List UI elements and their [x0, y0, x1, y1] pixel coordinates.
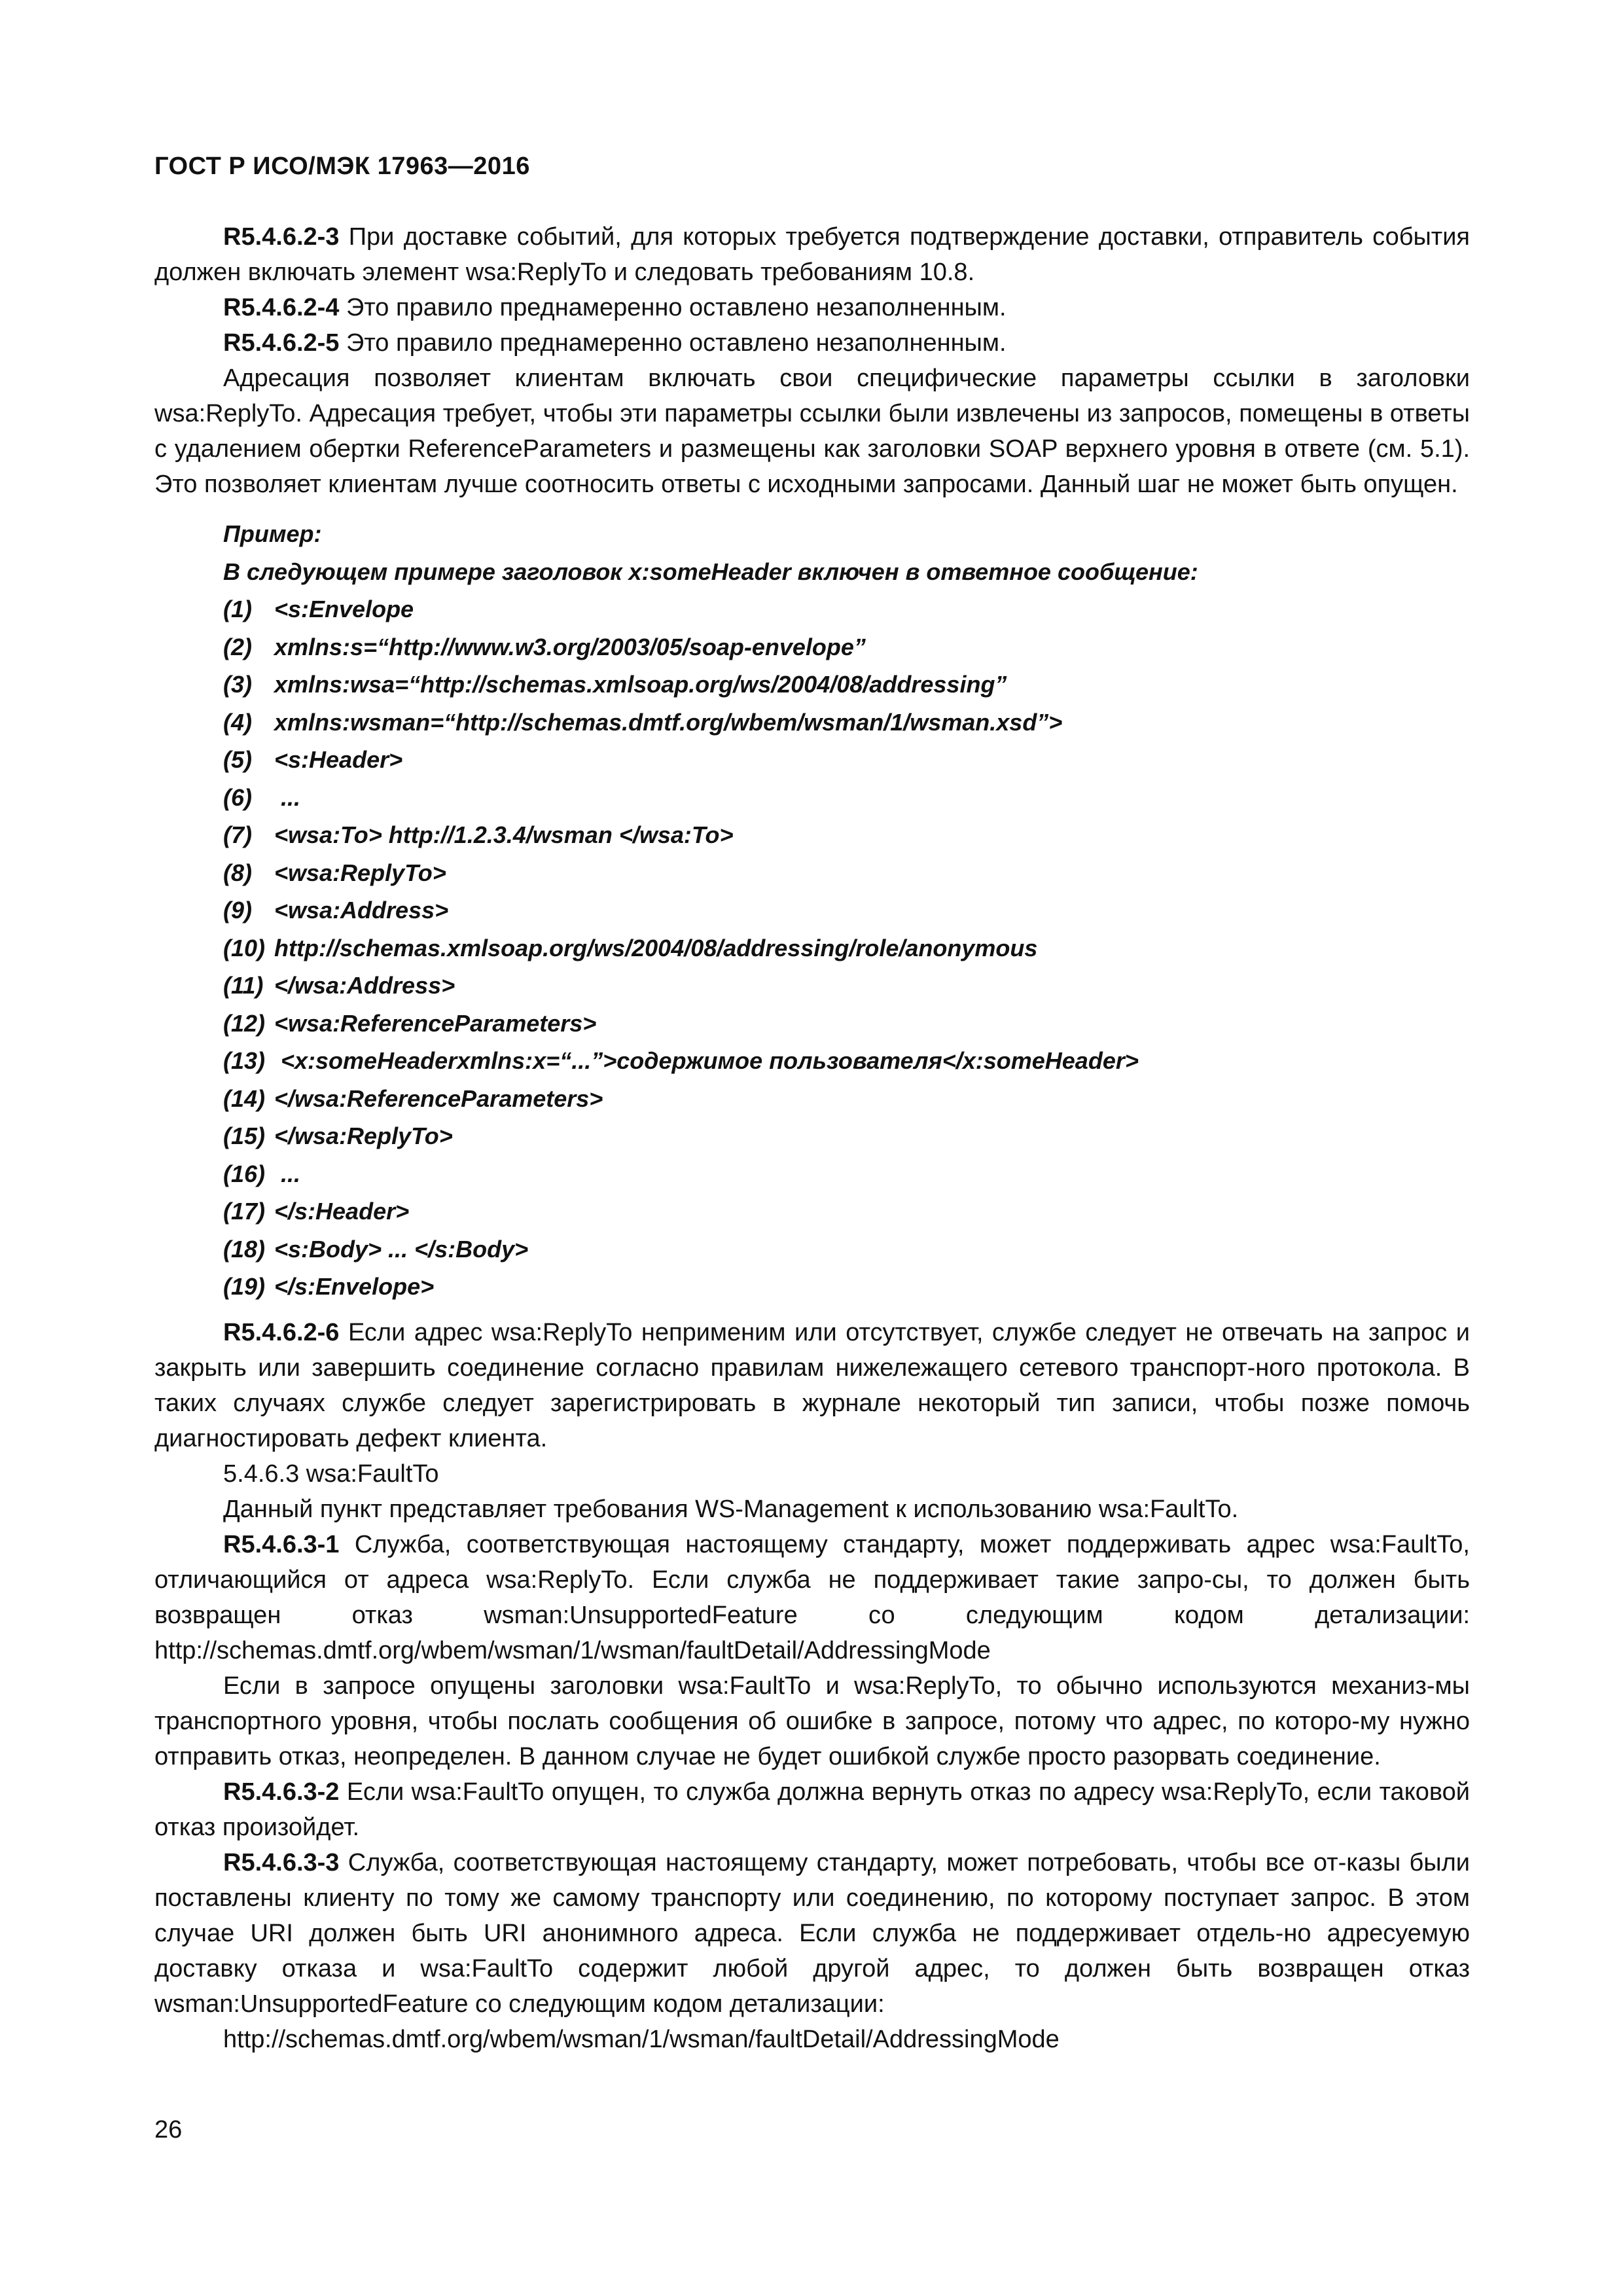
- code-line-number: (15): [223, 1122, 266, 1149]
- code-line-number: (14): [223, 1085, 266, 1112]
- paragraph-text: Это правило преднамеренно оставлено незаполненным.: [339, 294, 1007, 321]
- rule-label: R5.4.6.2-6: [223, 1318, 340, 1346]
- page-content: [154, 219, 1470, 2057]
- rule-label: R5.4.6.3-3: [223, 1848, 340, 1876]
- paragraph-fault-detail-uri: [154, 2022, 1470, 2057]
- code-line: [223, 666, 1470, 704]
- code-line-text: ...: [274, 1160, 301, 1187]
- code-line: [223, 1117, 1470, 1155]
- code-line-text: </s:Envelope>: [274, 1273, 435, 1300]
- paragraph-text: Если в запросе опущены заголовки wsa:FaultTo и wsa:ReplyTo, то обычно используются механиз-мы транспортного уровня, чтобы послать сообщения об ошибке в запросе, потому что адрес, по которо-му нужно отправить отказ, неопределен. В данном случае не будет ошибкой службе просто разорвать соединение.: [154, 1672, 1470, 1770]
- paragraph-text: При доставке событий, для которых требуется подтверждение доставки, отправитель события должен включать элемент wsa:ReplyTo и следовать требованиям 10.8.: [154, 223, 1470, 286]
- code-line-number: (18): [223, 1235, 266, 1263]
- code-line: [223, 1155, 1470, 1193]
- code-line-number: (19): [223, 1273, 266, 1300]
- code-line-number: (1): [223, 596, 252, 622]
- document-header: ГОСТ Р ИСО/МЭК 17963—2016: [154, 152, 530, 180]
- code-line-number: (2): [223, 633, 252, 660]
- code-line: [223, 967, 1470, 1005]
- code-line-number: (7): [223, 821, 252, 848]
- code-line-text: <x:someHeaderxmlns:x=“...”>содержимое пользователя</x:someHeader>: [274, 1047, 1139, 1074]
- code-line-number: (4): [223, 708, 252, 736]
- paragraph-text: Служба, соответствующая настоящему стандарту, может поддерживать адрес wsa:FaultTo, отличающийся от адреса wsa:ReplyTo. Если служба не поддерживает такие запро-сы, то должен быть возвращен отказ wsman:UnsupportedFeature со следующим кодом детализации: http://schemas.dmtf.org/wbem/wsman/1/wsman/faultDetail/AddressingMode: [154, 1530, 1470, 1664]
- example-block: [154, 515, 1470, 1306]
- paragraph-r5-4-6-3-3: [154, 1845, 1470, 2022]
- rule-label: R5.4.6.3-2: [223, 1778, 340, 1806]
- code-line-text: <s:Body> ... </s:Body>: [274, 1235, 529, 1263]
- code-line: [223, 1230, 1470, 1268]
- code-line: [223, 704, 1470, 742]
- code-line-text: </wsa:Address>: [274, 972, 455, 999]
- paragraph-text: Данный пункт представляет требования WS-Management к использованию wsa:FaultTo.: [223, 1495, 1239, 1523]
- code-line-number: (13): [223, 1047, 266, 1074]
- code-line: [223, 1080, 1470, 1118]
- code-line: [223, 741, 1470, 779]
- paragraph-faultto-intro: [154, 1492, 1470, 1527]
- paragraph-text: Если адрес wsa:ReplyTo неприменим или отсутствует, службе следует не отвечать на запрос и закрыть или завершить соединение согласно правилам нижележащего сетевого транспорт-ного протокола. В таких случаях службе следует зарегистрировать в журнале некоторый тип записи, чтобы позже помочь диагностировать дефект клиента.: [154, 1318, 1470, 1452]
- code-line: [223, 628, 1470, 666]
- code-line-number: (12): [223, 1009, 266, 1037]
- code-line-number: (17): [223, 1198, 266, 1225]
- code-line-text: <s:Header>: [274, 746, 403, 773]
- paragraph-text: 5.4.6.3 wsa:FaultTo: [223, 1460, 439, 1488]
- code-line-text: xmlns:s=“http://www.w3.org/2003/05/soap-envelope”: [274, 633, 866, 660]
- code-listing: [223, 590, 1470, 1306]
- example-intro: В следующем примере заголовок x:someHeader включен в ответное сообщение:: [223, 558, 1198, 585]
- code-line-number: (3): [223, 671, 252, 698]
- paragraph-r5-4-6-2-5: [154, 325, 1470, 361]
- paragraph-text: http://schemas.dmtf.org/wbem/wsman/1/wsman/faultDetail/AddressingMode: [223, 2025, 1060, 2053]
- paragraph-r5-4-6-2-4: [154, 290, 1470, 325]
- code-line-number: (10): [223, 934, 266, 961]
- rule-label: R5.4.6.2-4: [223, 294, 340, 321]
- code-line-text: <wsa:To> http://1.2.3.4/wsman </wsa:To>: [274, 821, 734, 848]
- rule-label: R5.4.6.2-5: [223, 329, 340, 357]
- code-line: [223, 816, 1470, 854]
- code-line-text: xmlns:wsman=“http://schemas.dmtf.org/wbem/wsman/1/wsman.xsd”>: [274, 708, 1063, 736]
- paragraph-text: Если wsa:FaultTo опущен, то служба должна вернуть отказ по адресу wsa:ReplyTo, если таковой отказ произойдет.: [154, 1778, 1470, 1841]
- code-line-text: </wsa:ReferenceParameters>: [274, 1085, 603, 1112]
- code-line-number: (6): [223, 783, 252, 811]
- paragraph-transport-mechanisms: [154, 1668, 1470, 1774]
- rule-label: R5.4.6.3-1: [223, 1530, 340, 1558]
- code-line: [223, 1193, 1470, 1230]
- paragraph-text: Адресация позволяет клиентам включать свои специфические параметры ссылки в заголовки wsa:ReplyTo. Адресация требует, чтобы эти параметры ссылки были извлечены из запросов, помещены в ответы с удалением обертки ReferenceParameters и размещены как заголовки SOAP верхнего уровня в ответе (см. 5.1). Это позволяет клиентам лучше соотносить ответы с исходными запросами. Данный шаг не может быть опущен.: [154, 365, 1470, 498]
- code-line-text: <wsa:Address>: [274, 897, 449, 924]
- code-line: [223, 891, 1470, 929]
- code-line-text: ...: [274, 783, 301, 811]
- code-line: [223, 929, 1470, 967]
- code-line-number: (5): [223, 746, 252, 773]
- code-line-text: <wsa:ReplyTo>: [274, 859, 446, 886]
- paragraph-addressing: [154, 361, 1470, 502]
- code-line-number: (8): [223, 859, 252, 886]
- code-line-number: (9): [223, 897, 252, 924]
- code-line-text: xmlns:wsa=“http://schemas.xmlsoap.org/ws/2004/08/addressing”: [274, 671, 1007, 698]
- code-line: [223, 779, 1470, 817]
- paragraph-text: Служба, соответствующая настоящему стандарту, может потребовать, чтобы все от-казы были поставлены клиенту по тому же самому транспорту или соединению, по которому поступает запрос. В этом случае URI должен быть URI анонимного адреса. Если служба не поддерживает отдель-но адресуемую доставку отказа и wsa:FaultTo содержит любой другой адрес, то должен быть возвращен отказ wsman:UnsupportedFeature со следующим кодом детализации:: [154, 1848, 1470, 2018]
- code-line-number: (11): [223, 972, 264, 999]
- paragraph-group-bottom: [154, 1315, 1470, 2057]
- code-line-text: </wsa:ReplyTo>: [274, 1122, 453, 1149]
- code-line: [223, 1268, 1470, 1306]
- paragraph-r5-4-6-2-3: [154, 219, 1470, 290]
- code-line: [223, 590, 1470, 628]
- paragraph-r5-4-6-3-1: [154, 1527, 1470, 1668]
- paragraph-text: Это правило преднамеренно оставлено незаполненным.: [339, 329, 1007, 357]
- example-heading: Пример:: [223, 520, 322, 547]
- page-number: 26: [154, 2116, 183, 2144]
- code-line-text: <s:Envelope: [274, 596, 414, 622]
- paragraph-r5-4-6-3-2: [154, 1774, 1470, 1845]
- code-line-number: (16): [223, 1160, 266, 1187]
- paragraph-r5-4-6-2-6: [154, 1315, 1470, 1456]
- code-line-text: <wsa:ReferenceParameters>: [274, 1009, 597, 1037]
- section-heading-5-4-6-3: [154, 1456, 1470, 1492]
- code-line: [223, 1042, 1470, 1080]
- paragraph-group-top: [154, 219, 1470, 502]
- code-line: [223, 1005, 1470, 1043]
- code-line: [223, 854, 1470, 892]
- rule-label: R5.4.6.2-3: [223, 223, 340, 251]
- code-line-text: http://schemas.xmlsoap.org/ws/2004/08/addressing/role/anonymous: [274, 934, 1038, 961]
- code-line-text: </s:Header>: [274, 1198, 410, 1225]
